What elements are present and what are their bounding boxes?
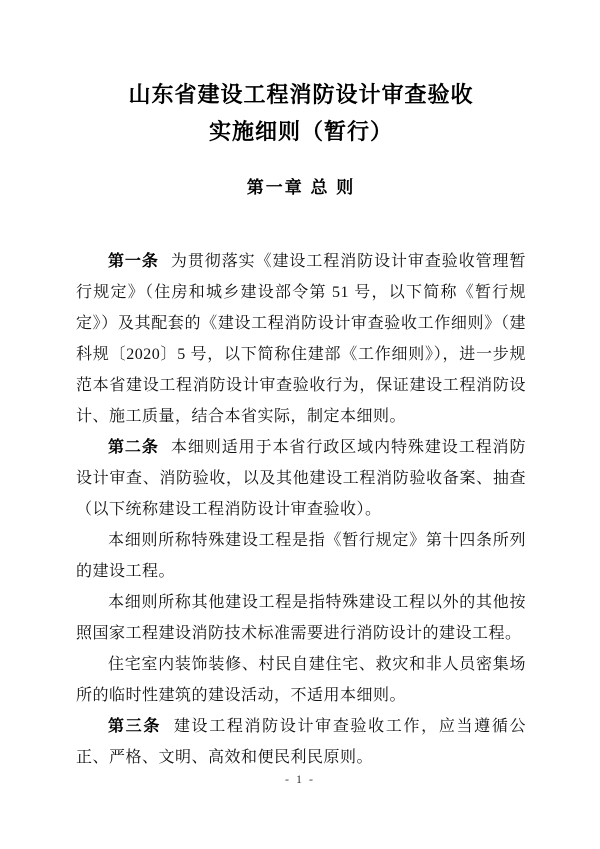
page-number: - 1 - (285, 772, 315, 786)
paragraph-article-2 (76, 432, 526, 525)
article-3-text: 建设工程消防设计审查验收工作，应当遵循公正、严格、文明、高效和便民利民原则。 (76, 718, 526, 766)
paragraph-special-projects (76, 525, 526, 587)
paragraph-other-projects (76, 587, 526, 649)
paragraph-article-1 (76, 246, 526, 432)
document-title (76, 76, 526, 150)
paragraph-special-projects-text: 本细则所称特殊建设工程是指《暂行规定》第十四条所列的建设工程。 (76, 532, 526, 580)
document-title-line2: 实施细则（暂行） (208, 119, 393, 144)
article-1-text: 为贯彻落实《建设工程消防设计审查验收管理暂行规定》（住房和城乡建设部令第 51 号，以下简称《暂行规定》）及其配套的《建设工程消防设计审查验收工作细则》（建科规〔2020〕5 号，以下简称住建部《工作细则》），进一步规范本省建设工程消防设计审查验收行为，保证建设工程消防设计、施工质量，结合本省实际，制定本细则。 (76, 253, 526, 425)
paragraph-exclusions-text: 住宅室内装饰装修、村民自建住宅、救灾和非人员密集场所的临时性建筑的建设活动，不适用本细则。 (76, 656, 526, 704)
document-body (76, 246, 526, 773)
paragraph-article-3 (76, 711, 526, 773)
paragraph-exclusions (76, 649, 526, 711)
article-3-number: 第三条 (108, 718, 161, 735)
article-2-text: 本细则适用于本省行政区域内特殊建设工程消防设计审查、消防验收，以及其他建设工程消防验收备案、抽查（以下统称建设工程消防设计审查验收）。 (76, 439, 526, 518)
paragraph-other-projects-text: 本细则所称其他建设工程是指特殊建设工程以外的其他按照国家工程建设消防技术标准需要进行消防设计的建设工程。 (76, 594, 526, 642)
chapter-heading: 第一章 总 则 (246, 178, 356, 197)
article-2-number: 第二条 (108, 439, 159, 456)
document-title-line1: 山东省建设工程消防设计审查验收 (128, 82, 474, 107)
article-1-number: 第一条 (108, 253, 159, 270)
